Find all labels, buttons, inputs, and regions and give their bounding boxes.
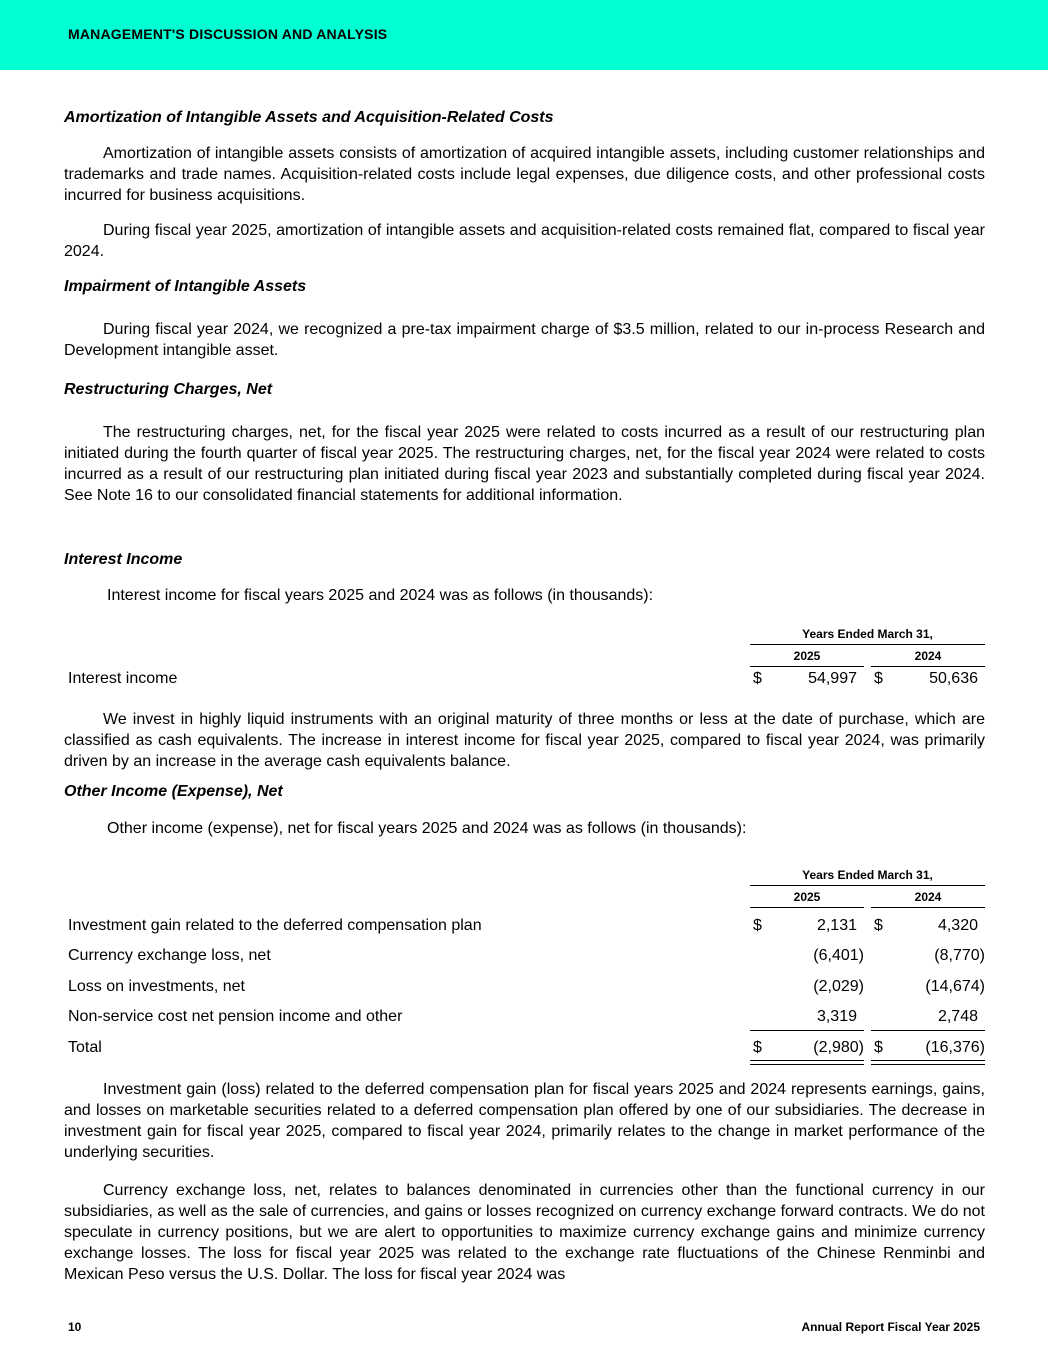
- col-rule-2025: [750, 666, 864, 667]
- paragraph-amortization-2: During fiscal year 2025, amortization of intangible assets and acquisition-related costs remained flat, compared to fiscal year 2024.: [64, 222, 985, 260]
- row-label: Non-service cost net pension income and other: [68, 1008, 403, 1025]
- heading-impairment: Impairment of Intangible Assets: [64, 278, 307, 295]
- table-period-header: Years Ended March 31,: [802, 868, 933, 882]
- paragraph-restructuring: The restructuring charges, net, for the fiscal year 2025 were related to costs incurred as a result of our restructuring plan initiated during the fourth quarter of fiscal year 2025. The restructuring charges, net, for the fiscal year 2024 were related to costs incurred as a result of our restructuring plan initiated during fiscal year 2023 and substantially completed during fiscal year 2024. See Note 16 to our consolidated financial statements for additional information.: [64, 424, 985, 504]
- value-2024: 2,748: [937, 1008, 978, 1025]
- col-rule-2024: [871, 907, 985, 908]
- paragraph-amortization-1: Amortization of intangible assets consists of amortization of acquired intangible assets, including customer relationships and trademarks and trade names. Acquisition-related costs include legal expenses, due diligence costs, and other professional costs incurred for business acquisitions.: [64, 145, 985, 204]
- table-period-header: Years Ended March 31,: [802, 627, 933, 641]
- value-2024: (14,674): [925, 978, 985, 995]
- value-2024: (8,770): [934, 947, 985, 964]
- table-col-2024: 2024: [914, 649, 942, 663]
- row-label: Currency exchange loss, net: [68, 947, 271, 964]
- paragraph-other-1: Investment gain (loss) related to the deferred compensation plan for fiscal years 2025 and 2024 represents earnings, gains, and losses on marketable securities related to a deferred compensation plan offered by one of our subsidiaries. The decrease in investment gain for fiscal year 2025, compared to fiscal year 2024, primarily relates to the change in market performance of the underlying securities.: [64, 1081, 985, 1161]
- value-2024: (16,376): [925, 1039, 985, 1056]
- currency-symbol: $: [874, 670, 883, 687]
- row-label: Interest income: [68, 670, 178, 687]
- value-2025: (6,401): [813, 947, 864, 964]
- heading-other-income: Other Income (Expense), Net: [64, 783, 283, 800]
- currency-symbol: $: [753, 917, 762, 934]
- value-2024: 50,636: [929, 670, 978, 687]
- interest-intro: Interest income for fiscal years 2025 and 2024 was as follows (in thousands):: [107, 587, 654, 604]
- header-rule: [750, 885, 985, 886]
- header-rule: [750, 644, 985, 645]
- currency-symbol: $: [753, 1039, 762, 1056]
- table-col-2025: 2025: [793, 890, 821, 904]
- total-double-rule-2024: [871, 1060, 985, 1065]
- footer-report-title: Annual Report Fiscal Year 2025: [801, 1320, 980, 1334]
- row-label: Loss on investments, net: [68, 978, 245, 995]
- value-2025: 54,997: [808, 670, 857, 687]
- value-2024: 4,320: [937, 917, 978, 934]
- heading-amortization: Amortization of Intangible Assets and Acquisition-Related Costs: [64, 109, 554, 126]
- page-section-title: MANAGEMENT'S DISCUSSION AND ANALYSIS: [68, 26, 388, 42]
- value-2025: (2,029): [813, 978, 864, 995]
- row-label: Investment gain related to the deferred compensation plan: [68, 917, 482, 934]
- table-row: [64, 976, 985, 998]
- value-2025: 3,319: [816, 1008, 857, 1025]
- heading-restructuring: Restructuring Charges, Net: [64, 381, 273, 398]
- table-row: [64, 1006, 985, 1028]
- table-row: [64, 915, 985, 937]
- paragraph-impairment: During fiscal year 2024, we recognized a pre-tax impairment charge of $3.5 million, related to our in-process Research and Development intangible asset.: [64, 321, 985, 359]
- paragraph-interest: We invest in highly liquid instruments with an original maturity of three months or less at the date of purchase, which are classified as cash equivalents. The increase in interest income for fiscal year 2025, compared to fiscal year 2024, was primarily driven by an increase in the average cash equivalents balance.: [64, 711, 985, 770]
- value-2025: 2,131: [816, 917, 857, 934]
- currency-symbol: $: [753, 670, 762, 687]
- table-col-2025: 2025: [793, 649, 821, 663]
- subtotal-rule-2024: [871, 1030, 985, 1031]
- page-number: 10: [68, 1320, 82, 1334]
- col-rule-2024: [871, 666, 985, 667]
- table-row-total: [64, 1037, 985, 1059]
- table-col-2024: 2024: [914, 890, 942, 904]
- other-intro: Other income (expense), net for fiscal years 2025 and 2024 was as follows (in thousands):: [107, 820, 747, 837]
- paragraph-other-2: Currency exchange loss, net, relates to balances denominated in currencies other than the functional currency in our subsidiaries, as well as the sale of currencies, and gains or losses recognized on currency exchange forward contracts. We do not speculate in currency positions, but we are alert to opportunities to maximize currency exchange gains and minimize currency exchange losses. The loss for fiscal year 2025 was related to the exchange rate fluctuations of the Chinese Renminbi and Mexican Peso versus the U.S. Dollar. The loss for fiscal year 2024 was: [64, 1182, 985, 1283]
- subtotal-rule-2025: [750, 1030, 864, 1031]
- heading-interest-income: Interest Income: [64, 551, 183, 568]
- currency-symbol: $: [874, 1039, 883, 1056]
- total-double-rule-2025: [750, 1060, 864, 1065]
- row-label: Total: [68, 1039, 102, 1056]
- col-rule-2025: [750, 907, 864, 908]
- table-row: [64, 945, 985, 967]
- table-row: [64, 668, 985, 690]
- currency-symbol: $: [874, 917, 883, 934]
- value-2025: (2,980): [813, 1039, 864, 1056]
